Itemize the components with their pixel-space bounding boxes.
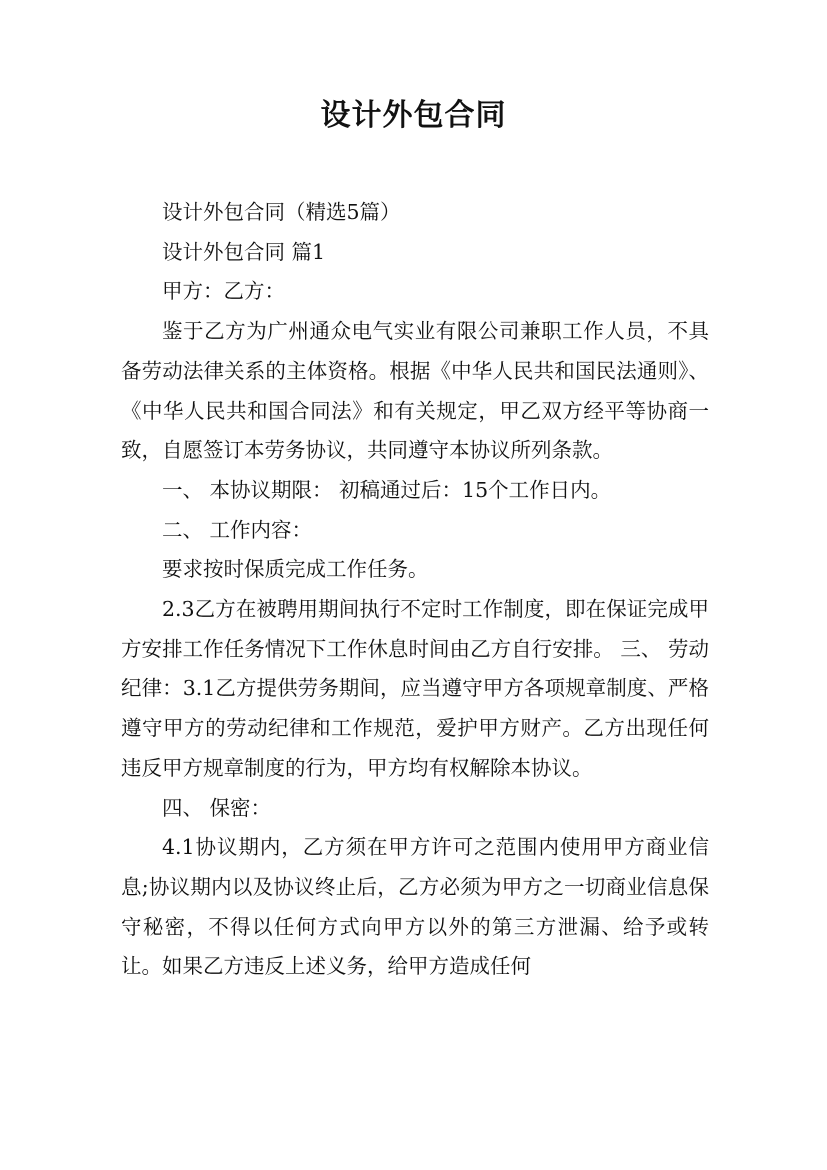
- paragraph-confidentiality-heading: 四、 保密：: [162, 795, 272, 820]
- document-body: [121, 193, 709, 987]
- paragraph-preamble: 鉴于乙方为广州通众电气实业有限公司兼职工作人员，不具备劳动法律关系的主体资格。根据《中华人民共和国民法通则》、《中华人民共和国合同法》和有关规定，甲乙双方经平等协商一致，自愿签订本劳务协议，共同遵守本协议所列条款。: [121, 319, 709, 463]
- paragraph-confidentiality: 4.1协议期内，乙方须在甲方许可之范围内使用甲方商业信息;协议期内以及协议终止后，乙方必须为甲方之一切商业信息保守秘密，不得以任何方式向甲方以外的第三方泄漏、给予或转让。如果乙方违反上述义务，给甲方造成任何: [121, 835, 709, 979]
- paragraph-parties: 甲方：乙方：: [162, 279, 285, 304]
- paragraph-work-content: 要求按时保质完成工作任务。: [162, 557, 429, 582]
- paragraph-term: 一、 本协议期限： 初稿通过后：15个工作日内。: [162, 477, 612, 502]
- paragraph-work-hours-discipline: 2.3乙方在被聘用期间执行不定时工作制度，即在保证完成甲方安排工作任务情况下工作休息时间由乙方自行安排。 三、 劳动纪律：3.1乙方提供劳务期间，应当遵守甲方各项规章制度、严格遵守甲方的劳动纪律和工作规范，爱护甲方财产。乙方出现任何违反甲方规章制度的行为，甲方均有权解除本协议。: [121, 597, 709, 780]
- document-title: 设计外包合同: [320, 98, 507, 133]
- paragraph-subtitle: 设计外包合同（精选5篇）: [162, 200, 401, 224]
- paragraph-section-heading: 设计外包合同 篇1: [162, 239, 326, 264]
- paragraph-work-content-heading: 二、 工作内容：: [162, 517, 313, 542]
